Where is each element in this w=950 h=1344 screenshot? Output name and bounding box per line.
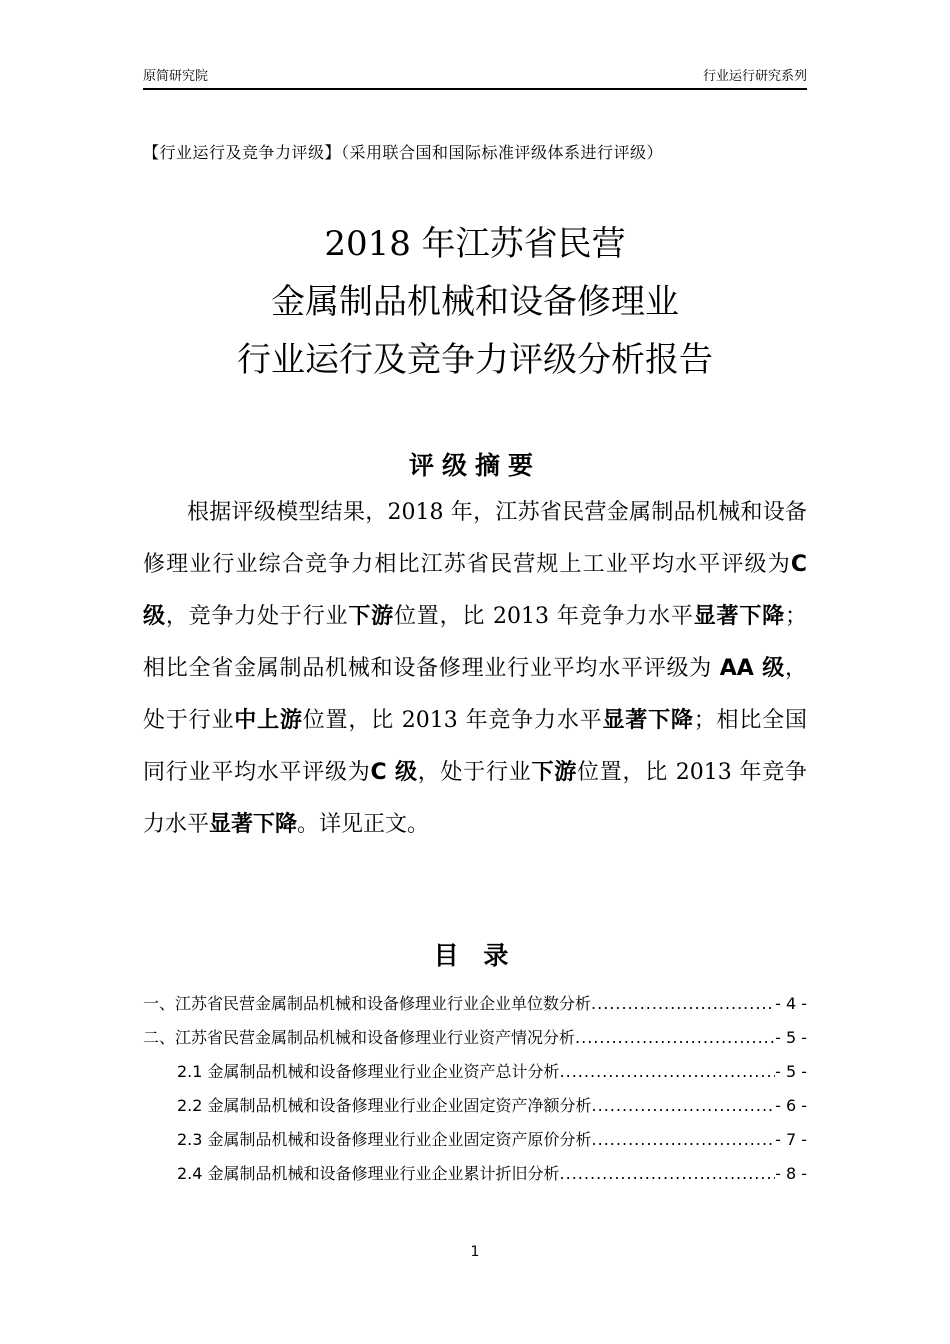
toc-entry-page: - 4 -: [775, 994, 807, 1013]
summary-emphasis: C 级: [143, 552, 807, 629]
summary-text: ，处于行业: [143, 656, 807, 733]
toc-entry-label: 2.1 金属制品机械和设备修理业行业企业资产总计分析: [177, 1062, 560, 1081]
table-of-contents: [143, 987, 807, 1191]
toc-entry-page: - 8 -: [775, 1164, 807, 1183]
toc-entry[interactable]: [143, 987, 807, 1021]
toc-entry-label: 2.4 金属制品机械和设备修理业行业企业累计折旧分析: [177, 1164, 560, 1183]
header-series-name: 行业运行研究系列: [702, 69, 807, 84]
page-header: [143, 66, 807, 90]
toc-leader-dots: [575, 1021, 775, 1055]
toc-entry[interactable]: [143, 1055, 807, 1089]
summary-heading: 评级摘要: [408, 451, 541, 480]
summary-text: 位置，比 2013 年竞争力水平: [302, 708, 603, 733]
summary-text: ；相比全省金属制品机械和设备修理业行业平均水平评级为: [143, 604, 807, 681]
toc-entry-label: 2.3 金属制品机械和设备修理业行业企业固定资产原价分析: [177, 1130, 592, 1149]
summary-body: [143, 487, 807, 851]
title-line-2: 金属制品机械和设备修理业: [271, 282, 679, 322]
title-line-3: 行业运行及竞争力评级分析报告: [237, 340, 713, 380]
toc-leader-dots: [560, 1157, 776, 1191]
toc-leader-dots: [560, 1055, 776, 1089]
toc-entry-page: - 6 -: [775, 1096, 807, 1115]
summary-text: 位置，比 2013 年竞争力水平: [143, 760, 807, 837]
title-line-1: 2018 年江苏省民营: [324, 224, 626, 264]
summary-emphasis: 显著下降: [602, 708, 694, 733]
toc-entry-label: 二、江苏省民营金属制品机械和设备修理业行业资产情况分析: [143, 1028, 576, 1047]
summary-emphasis: 下游: [531, 760, 578, 785]
header-org-name: 原简研究院: [143, 69, 209, 84]
summary-text: ，处于行业: [417, 760, 532, 785]
toc-heading: 目 录: [433, 941, 517, 970]
toc-entry-page: - 5 -: [775, 1062, 807, 1081]
toc-entry-label: 一、江苏省民营金属制品机械和设备修理业行业企业单位数分析: [143, 994, 592, 1013]
summary-emphasis: 中上游: [234, 708, 303, 733]
summary-text: 。详见正文。: [297, 812, 430, 837]
toc-leader-dots: [592, 1089, 776, 1123]
toc-entry-page: - 7 -: [775, 1130, 807, 1149]
summary-emphasis: 显著下降: [209, 812, 298, 837]
summary-emphasis: 显著下降: [693, 604, 785, 629]
toc-entry-page: - 5 -: [775, 1028, 807, 1047]
report-title: [0, 215, 950, 389]
summary-paragraph: [143, 487, 807, 851]
toc-leader-dots: [591, 987, 775, 1021]
summary-emphasis: 下游: [348, 604, 394, 629]
summary-emphasis: C 级: [370, 760, 418, 785]
summary-text: ；相比全国同行业平均水平评级为: [143, 708, 807, 785]
summary-emphasis: AA 级: [719, 656, 785, 681]
toc-leader-dots: [592, 1123, 776, 1157]
summary-text: 位置，比 2013 年竞争力水平: [393, 604, 694, 629]
summary-text: ，竞争力处于行业: [165, 604, 349, 629]
toc-entry-label: 2.2 金属制品机械和设备修理业行业企业固定资产净额分析: [177, 1096, 592, 1115]
toc-entry[interactable]: [143, 1157, 807, 1191]
rating-tagline: 【行业运行及竞争力评级】（采用联合国和国际标准评级体系进行评级）: [143, 143, 664, 162]
summary-text: 根据评级模型结果，2018 年，江苏省民营金属制品机械和设备修理业行业综合竞争力相比江苏省民营规上工业平均水平评级为: [143, 500, 807, 577]
page-number: 1: [470, 1244, 480, 1260]
toc-entry[interactable]: [143, 1021, 807, 1055]
toc-entry[interactable]: [143, 1123, 807, 1157]
toc-entry[interactable]: [143, 1089, 807, 1123]
